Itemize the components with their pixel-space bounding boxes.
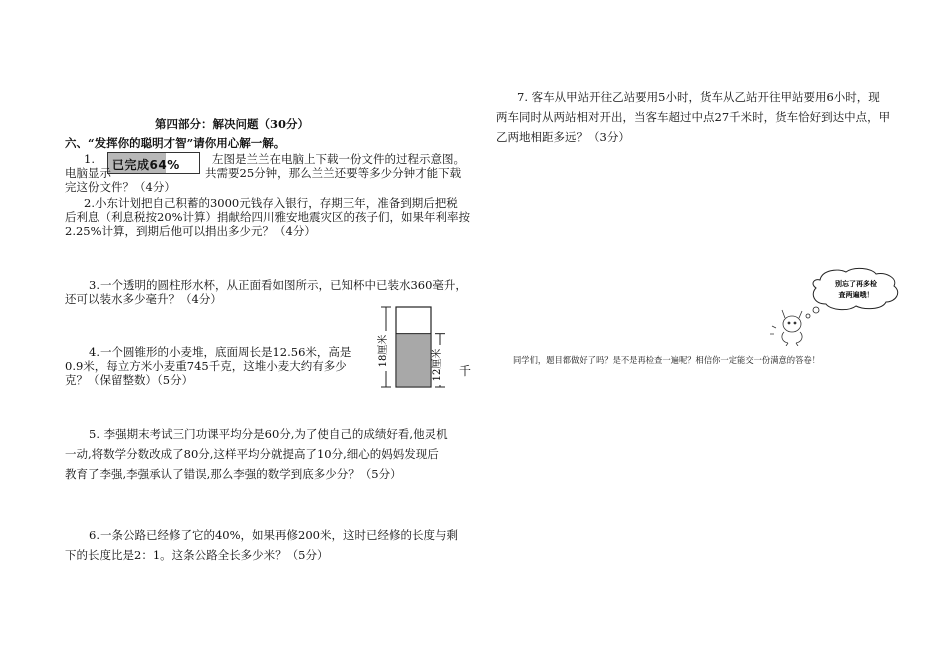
q1-line-2a: 电脑显示 (65, 166, 111, 180)
q5-line-2: 一动,将数学分数改成了80分,这样平均分就提高了10分,细心的妈妈发现后 (65, 447, 439, 461)
q6-line-1: 6.一条公路已经修了它的40%，如果再修200米，这时已经修的长度与剩 (89, 528, 458, 542)
cartoon-character-icon (770, 310, 802, 346)
bubble-line-1: 别忘了再多检 (835, 280, 877, 288)
q4-line-1: 4.一个圆锥形的小麦堆，底面周长是12.56米，高是 (89, 345, 352, 359)
q3-line-1: 3.一个透明的圆柱形水杯，从正面看如图所示，已知杯中已装水360毫升， (89, 278, 467, 292)
section-six-title: 六、“发挥你的聪明才智”请你用心解一解。 (65, 136, 286, 150)
q7-line-3: 乙两地相距多远？（3分） (496, 130, 630, 144)
speech-bubble (813, 268, 898, 309)
bubble-line-2: 查两遍哦！ (838, 291, 874, 299)
q6-line-2: 下的长度比是2：1。这条公路全长多少米？（5分） (65, 548, 329, 562)
q1-line-2b: 共需要25分钟，那么兰兰还要等多少分钟才能下载 (205, 166, 462, 180)
progress-label: 已完成64% (112, 158, 180, 172)
section-header: 第四部分：解决问题（30分） (155, 117, 310, 131)
cup-diagram (376, 303, 456, 393)
q2-line-1: 2.小东计划把自己积蓄的3000元钱存入银行，存期三年，准备到期后把税 (84, 196, 458, 210)
q4-line-2: 0.9米，每立方米小麦重745千克，这堆小麦大约有多少 (65, 359, 347, 373)
cartoon-reminder (768, 266, 908, 346)
q7-line-1: 7. 客车从甲站开往乙站要用5小时，货车从乙站开往甲站要用6小时，现 (517, 90, 880, 104)
download-progress-bar (107, 152, 200, 174)
closing-message: 同学们，题目都做好了吗？是不是再检查一遍呢？相信你一定能交一份满意的答卷！ (513, 355, 820, 365)
q1-number: 1. (84, 152, 95, 166)
q1-line-3: 完这份文件？（4分） (65, 180, 176, 194)
q2-line-3: 2.25%计算，到期后他可以捐出多少元？（4分） (65, 224, 316, 238)
water-height-label: 12厘米 (432, 348, 443, 382)
q7-line-2: 两车同时从两站相对开出，当客车超过中点27千米时，货车恰好到达中点，甲 (496, 110, 891, 124)
q1-line-1: 左图是兰兰在电脑上下载一份文件的过程示意图。 (212, 152, 465, 166)
q4-line-3: 克？（保留整数）（5分） (65, 373, 194, 387)
total-height-label: 18厘米 (378, 334, 389, 368)
q2-line-2: 后利息（利息税按20%计算）捐献给四川雅安地震灾区的孩子们，如果年利率按 (65, 210, 471, 224)
q5-line-1: 5. 李强期末考试三门功课平均分是60分,为了使自己的成绩好看,他灵机 (89, 427, 448, 441)
q4-trailing-char: 千 (459, 364, 472, 378)
q5-line-3: 教育了李强,李强承认了错误,那么李强的数学到底多少分？（5分） (65, 467, 402, 481)
cup-water (397, 334, 431, 387)
q3-line-2: 还可以装水多少毫升？（4分） (65, 292, 222, 306)
